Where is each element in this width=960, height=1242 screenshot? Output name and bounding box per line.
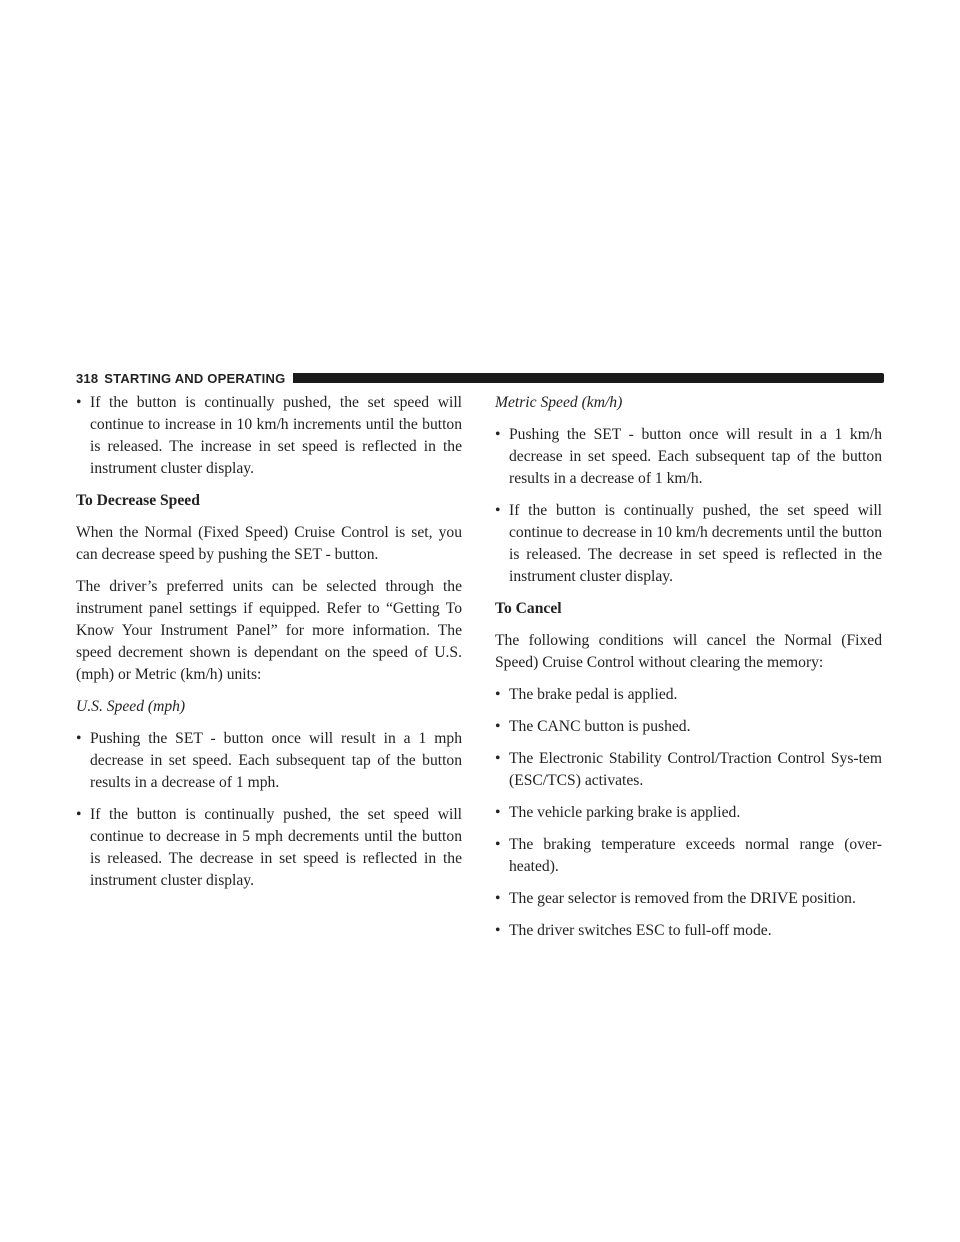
bullet-text: Pushing the SET - button once will result in a 1 mph decrease in set speed. Each subsequent tap of the button results in a decrease of 1 mph. [90,730,462,791]
bullet-item [76,804,462,892]
cancel-condition-item [495,888,882,910]
bullet-text: The gear selector is removed from the DRIVE position. [509,890,856,907]
subheading-us-speed: U.S. Speed (mph) [76,698,186,715]
page-number: 318 [76,370,99,386]
bullet-item [495,500,882,588]
bullet-icon: • [495,804,501,821]
paragraph-units: The driver’s preferred units can be selected through the instrument panel settings if equipped. Refer to “Getting To Know Your Instrument Panel” for more information. The speed decrement shown is dependant on the speed of U.S. (mph) or Metric (km/h) units: [76,578,462,683]
bullet-icon: • [495,502,501,519]
bullet-icon: • [495,750,501,767]
bullet-text: The driver switches ESC to full-off mode. [509,922,772,939]
bullet-icon: • [495,686,501,703]
bullet-text: The brake pedal is applied. [509,686,678,703]
bullet-text: If the button is continually pushed, the set speed will continue to decrease in 5 mph decrements until the button is released. The decrease in set speed is reflected in the instrument cluster display. [90,806,462,889]
left-column [76,392,462,902]
bullet-icon: • [495,836,501,853]
bullet-icon: • [495,426,501,443]
page-header [76,370,884,386]
bullet-item [495,424,882,490]
cancel-condition-item [495,748,882,792]
bullet-icon: • [76,806,82,823]
section-title: STARTING AND OPERATING [104,370,286,386]
bullet-text: The CANC button is pushed. [509,718,691,735]
bullet-item [76,392,462,480]
bullet-text: The vehicle parking brake is applied. [509,804,741,821]
bullet-icon: • [76,730,82,747]
bullet-icon: • [495,922,501,939]
cancel-condition-item [495,684,882,706]
bullet-text: If the button is continually pushed, the set speed will continue to decrease in 10 km/h decrements until the button is released. The decrease in set speed is reflected in the instrument cluster display. [509,502,882,585]
paragraph-cancel: The following conditions will cancel the Normal (Fixed Speed) Cruise Control without clearing the memory: [495,632,882,671]
header-rule [293,373,884,383]
paragraph-decrease: When the Normal (Fixed Speed) Cruise Control is set, you can decrease speed by pushing the SET - button. [76,524,462,563]
right-column [495,392,882,952]
cancel-condition-item [495,716,882,738]
cancel-condition-item [495,834,882,878]
subheading-metric-speed: Metric Speed (km/h) [495,394,623,411]
bullet-text: If the button is continually pushed, the set speed will continue to increase in 10 km/h increments until the button is released. The increase in set speed is reflected in the instrument cluster display. [90,394,462,477]
bullet-text: The Electronic Stability Control/Traction Control Sys-tem (ESC/TCS) activates. [509,750,882,789]
heading-to-cancel: To Cancel [495,600,562,617]
bullet-icon: • [495,890,501,907]
bullet-text: The braking temperature exceeds normal range (over-heated). [509,836,882,875]
bullet-text: Pushing the SET - button once will result in a 1 km/h decrease in set speed. Each subsequent tap of the button results in a decrease of 1 km/h. [509,426,882,487]
bullet-icon: • [495,718,501,735]
heading-decrease-speed: To Decrease Speed [76,492,200,509]
cancel-condition-item [495,802,882,824]
cancel-condition-item [495,920,882,942]
bullet-item [76,728,462,794]
bullet-icon: • [76,394,82,411]
